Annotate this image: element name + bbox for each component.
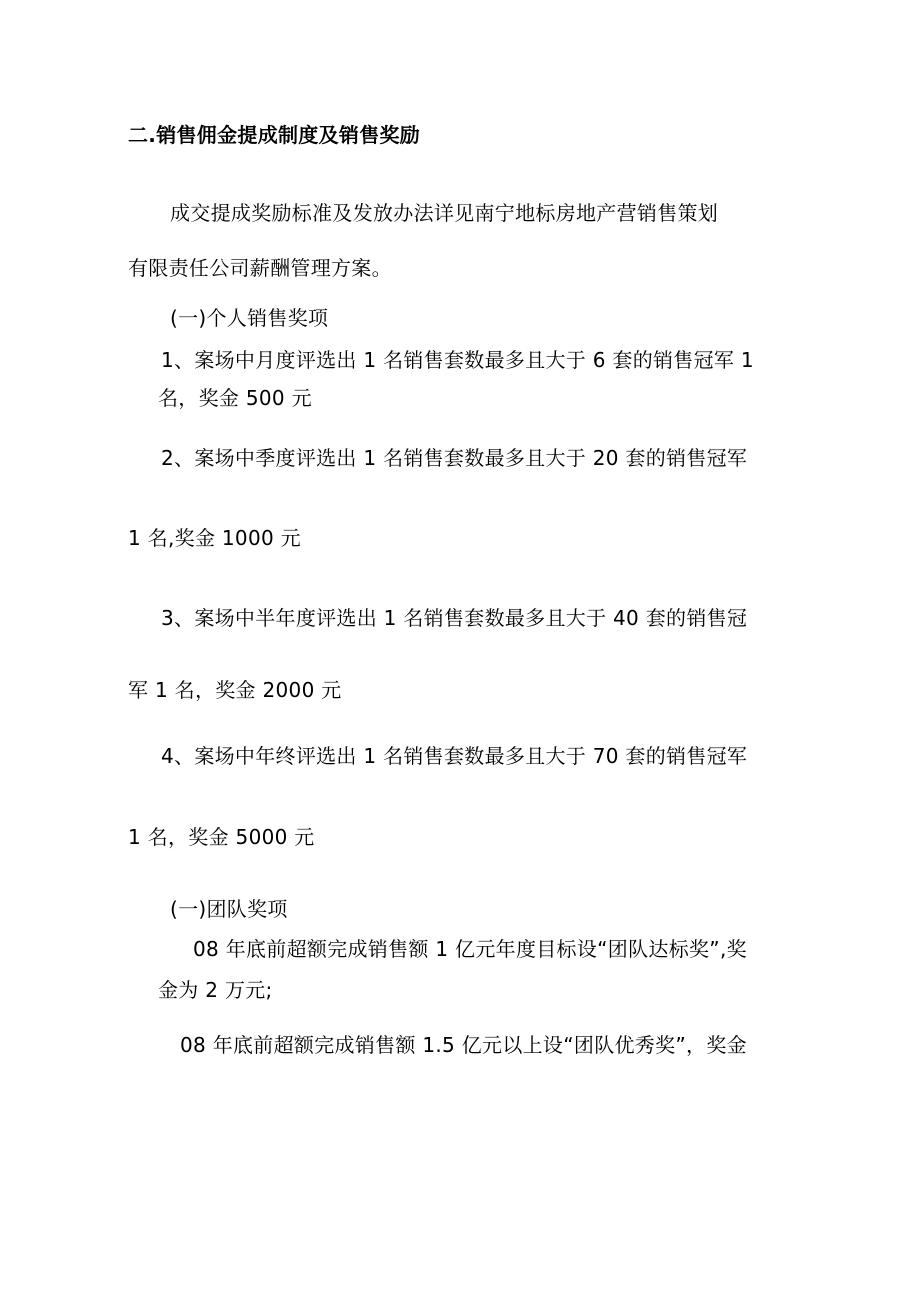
individual-item-2-line-1: 2、案场中季度评选出 1 名销售套数最多且大于 20 套的销售冠军 xyxy=(161,446,748,470)
individual-item-4-line-2: 1 名，奖金 5000 元 xyxy=(128,825,315,849)
intro-line-1: 成交提成奖励标准及发放办法详见南宁地标房地产营销售策划 xyxy=(170,201,719,225)
individual-item-2-line-2: 1 名,奖金 1000 元 xyxy=(128,526,301,550)
team-item-2-line-1: 08 年底前超额完成销售额 1.5 亿元以上设“团队优秀奖”，奖金 xyxy=(180,1033,747,1057)
individual-item-1-line-2: 名，奖金 500 元 xyxy=(158,386,312,410)
section-title: 二.销售佣金提成制度及销售奖励 xyxy=(128,123,421,147)
individual-item-3-line-1: 3、案场中半年度评选出 1 名销售套数最多且大于 40 套的销售冠 xyxy=(161,606,748,630)
individual-item-1-line-1: 1、案场中月度评选出 1 名销售套数最多且大于 6 套的销售冠军 1 xyxy=(161,348,754,372)
team-awards-heading: (一)团队奖项 xyxy=(170,897,288,921)
team-item-1-line-2: 金为 2 万元; xyxy=(158,978,273,1002)
intro-line-2: 有限责任公司薪酬管理方案。 xyxy=(128,256,392,280)
individual-item-4-line-1: 4、案场中年终评选出 1 名销售套数最多且大于 70 套的销售冠军 xyxy=(161,744,748,768)
team-item-1-line-1: 08 年底前超额完成销售额 1 亿元年度目标设“团队达标奖”,奖 xyxy=(193,937,747,961)
individual-item-3-line-2: 军 1 名，奖金 2000 元 xyxy=(128,678,342,702)
individual-awards-heading: (一)个人销售奖项 xyxy=(170,306,329,330)
